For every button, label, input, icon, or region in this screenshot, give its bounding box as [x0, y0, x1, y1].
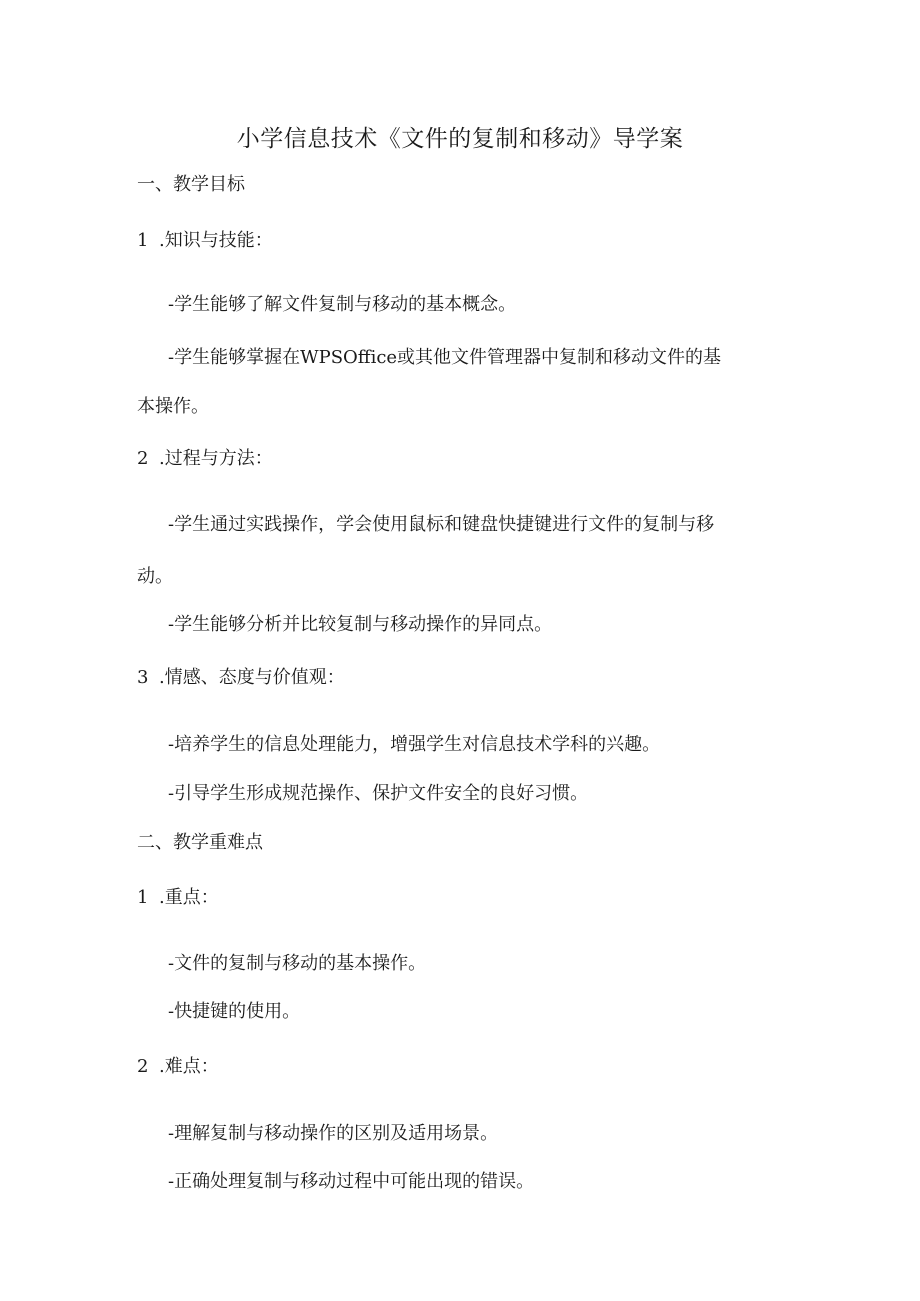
section-heading-objectives: 一、教学目标: [137, 174, 245, 195]
item-key-points: [137, 885, 219, 911]
document-title: 小学信息技术《文件的复制和移动》导学案: [236, 126, 684, 152]
point-text: -培养学生的信息处理能力，增强学生对信息技术学科的兴趣。: [168, 734, 661, 755]
item-emotion-values: [137, 665, 345, 691]
item-label: .难点：: [159, 1056, 219, 1077]
item-label: .过程与方法：: [159, 448, 273, 469]
item-number: 2: [137, 1056, 149, 1077]
item-process-methods: [137, 446, 273, 472]
point-text: -理解复制与移动操作的区别及适用场景。: [168, 1123, 499, 1144]
section-heading-key-points: 二、教学重难点: [137, 832, 263, 853]
point-text: -正确处理复制与移动过程中可能出现的错误。: [168, 1171, 535, 1192]
point-text-continued: 本操作。: [137, 396, 209, 417]
item-difficult-points: [137, 1054, 219, 1080]
point-text: -学生能够分析并比较复制与移动操作的异同点。: [168, 614, 553, 635]
point-text: -学生能够了解文件复制与移动的基本概念。: [168, 294, 517, 315]
item-number: 1: [137, 887, 149, 908]
item-label: .知识与技能：: [159, 230, 273, 251]
item-knowledge-skills: [137, 228, 273, 254]
item-label: .重点：: [159, 887, 219, 908]
item-number: 3: [137, 667, 149, 688]
point-text: -学生通过实践操作，学会使用鼠标和键盘快捷键进行文件的复制与移: [168, 514, 715, 535]
item-label: .情感、态度与价值观：: [159, 667, 345, 688]
point-text: -引导学生形成规范操作、保护文件安全的良好习惯。: [168, 783, 589, 804]
item-number: 2: [137, 448, 149, 469]
point-text-continued: 动。: [137, 566, 173, 587]
point-text: -文件的复制与移动的基本操作。: [168, 953, 427, 974]
point-text: -快捷键的使用。: [168, 1001, 301, 1022]
item-number: 1: [137, 230, 149, 251]
point-text: -学生能够掌握在WPSOffice或其他文件管理器中复制和移动文件的基: [168, 347, 722, 368]
